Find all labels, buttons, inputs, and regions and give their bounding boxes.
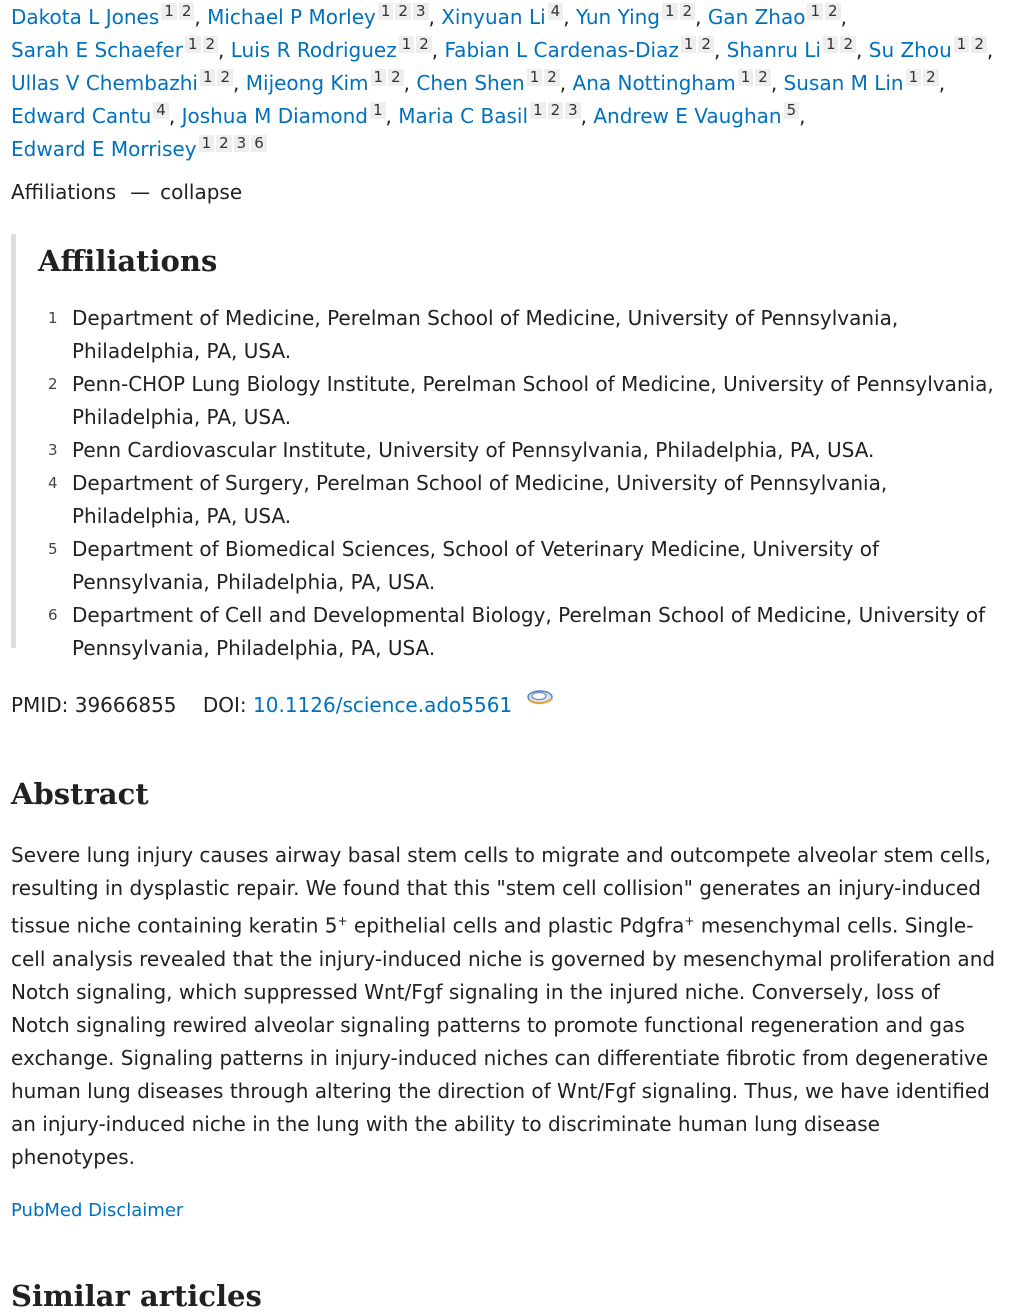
author-name-link[interactable]: Andrew E Vaughan: [593, 104, 782, 128]
author-name-link[interactable]: Joshua M Diamond: [181, 104, 368, 128]
author-separator: ,: [713, 38, 721, 62]
author-separator: ,: [563, 5, 570, 29]
affiliation-ref[interactable]: 1: [681, 36, 697, 53]
author-separator: ,: [428, 5, 435, 29]
affiliation-ref[interactable]: 4: [153, 102, 169, 119]
affiliation-ref[interactable]: 2: [971, 36, 987, 53]
affiliations-heading: Affiliations: [38, 244, 218, 278]
similar-articles-heading: Similar articles: [11, 1278, 262, 1313]
author-entry: [11, 35, 225, 62]
affiliation-ref[interactable]: 2: [203, 36, 219, 53]
affiliation-text: Penn-CHOP Lung Biology Institute, Perelman School of Medicine, University of Pennsylvania, Philadelphia, PA, USA.: [72, 372, 994, 429]
affiliation-ref[interactable]: 3: [565, 102, 581, 119]
affiliation-item: [38, 368, 1011, 434]
affiliation-ref[interactable]: 1: [954, 36, 970, 53]
affiliation-number-value: 4: [48, 474, 58, 492]
affiliation-ref[interactable]: 1: [662, 3, 678, 20]
author-entry: [868, 35, 994, 62]
affiliation-ref[interactable]: 2: [217, 69, 233, 86]
author-name-link[interactable]: Luis R Rodriguez: [230, 38, 397, 62]
affiliations-toggle-label: Affiliations: [11, 180, 117, 204]
author-name-link[interactable]: Chen Shen: [416, 71, 525, 95]
abstract-sup-2: +: [684, 914, 695, 928]
authors-list: [11, 1, 1006, 166]
affiliation-ref[interactable]: 1: [161, 3, 177, 20]
affiliation-number-value: 1: [48, 309, 58, 327]
pmid-value: 39666855: [74, 693, 177, 717]
author-separator: ,: [856, 38, 863, 62]
affiliation-ref[interactable]: 1: [738, 69, 754, 86]
author-name-link[interactable]: Edward E Morrisey: [11, 137, 197, 161]
author-name-link[interactable]: Dakota L Jones: [11, 5, 160, 29]
affiliation-ref[interactable]: 2: [923, 69, 939, 86]
affiliation-ref[interactable]: 1: [199, 135, 215, 152]
affiliations-list: [38, 302, 1011, 665]
identifiers: [11, 688, 1011, 717]
affiliation-ref[interactable]: 5: [784, 102, 800, 119]
author-separator: ,: [695, 5, 702, 29]
author-entry: [11, 2, 201, 29]
author-separator: ,: [431, 38, 439, 62]
author-name-link[interactable]: Ana Nottingham: [572, 71, 736, 95]
author-separator: ,: [770, 71, 778, 95]
author-entry: [575, 2, 702, 29]
author-separator: ,: [403, 71, 410, 95]
author-separator: ,: [986, 38, 994, 62]
abstract-sup-1: +: [337, 914, 348, 928]
author-separator: ,: [580, 104, 588, 128]
author-entry: [398, 101, 588, 128]
affiliation-ref[interactable]: 1: [370, 102, 386, 119]
abstract-part-1: Severe lung injury causes airway basal stem cells to migrate and outcompete alveolar stem cells, resulting in dysplastic repair. We found that this "stem cell collision" generates an injury-induced tissue niche containing keratin 5: [11, 843, 992, 938]
author-entry: [11, 101, 176, 128]
affiliation-ref[interactable]: 2: [544, 69, 560, 86]
author-entry: [572, 68, 778, 95]
author-name-link[interactable]: Fabian L Cardenas-Diaz: [444, 38, 679, 62]
affiliation-number: [38, 368, 72, 434]
external-link-icon[interactable]: [525, 688, 555, 713]
affiliation-ref[interactable]: 1: [906, 69, 922, 86]
affiliation-number: [38, 533, 72, 599]
affiliation-text: Department of Cell and Developmental Biology, Perelman School of Medicine, University of Pennsylvania, Philadelphia, PA, USA.: [72, 603, 986, 660]
affiliation-ref[interactable]: 2: [840, 36, 856, 53]
affiliation-number-value: 5: [48, 540, 58, 558]
affiliation-ref[interactable]: 3: [413, 3, 429, 20]
author-name-link[interactable]: Michael P Morley: [207, 5, 376, 29]
affiliation-ref[interactable]: 4: [548, 3, 564, 20]
author-entry: [707, 2, 847, 29]
author-separator: ,: [799, 104, 806, 128]
abstract-part-2: epithelial cells and plastic Pdgfra: [347, 913, 685, 938]
affiliation-text: Department of Biomedical Sciences, School of Veterinary Medicine, University of Pennsylvania, Philadelphia, PA, USA.: [72, 537, 880, 594]
affiliation-ref[interactable]: 2: [698, 36, 714, 53]
affiliation-ref[interactable]: 1: [378, 3, 394, 20]
affiliation-item: [38, 599, 1011, 665]
affiliation-number: [38, 467, 72, 533]
affiliation-text: Department of Medicine, Perelman School of Medicine, University of Pennsylvania, Philadelphia, PA, USA.: [72, 306, 899, 363]
author-name-link[interactable]: Edward Cantu: [11, 104, 152, 128]
affiliation-number: [38, 434, 72, 467]
author-separator: ,: [218, 38, 225, 62]
affiliation-number-value: 2: [48, 375, 58, 393]
affiliation-ref[interactable]: 2: [680, 3, 696, 20]
article-header: [0, 1, 1011, 1313]
affiliation-ref[interactable]: 2: [395, 3, 411, 20]
affiliation-ref[interactable]: 1: [527, 69, 543, 86]
author-separator: ,: [233, 71, 240, 95]
affiliation-ref[interactable]: 3: [234, 135, 250, 152]
author-separator: ,: [840, 5, 847, 29]
affiliation-ref[interactable]: 1: [200, 69, 216, 86]
affiliation-number-value: 6: [48, 606, 58, 624]
author-separator: ,: [168, 104, 176, 128]
affiliation-number-value: 3: [48, 441, 58, 459]
affiliation-ref[interactable]: 1: [530, 102, 546, 119]
abstract-text: [11, 839, 996, 1174]
author-entry: [11, 134, 267, 161]
author-name-link[interactable]: Xinyuan Li: [441, 5, 546, 29]
affiliation-ref[interactable]: 2: [416, 36, 432, 53]
abstract-heading: Abstract: [11, 777, 149, 811]
author-entry: [181, 101, 392, 128]
author-name-link[interactable]: Sarah E Schaefer: [11, 38, 183, 62]
author-entry: [593, 101, 806, 128]
affiliations-toggle[interactable]: [11, 180, 1011, 204]
affiliation-item: [38, 533, 1011, 599]
affiliation-number: [38, 599, 72, 665]
affiliation-item: [38, 302, 1011, 368]
author-name-link[interactable]: Mijeong Kim: [245, 71, 369, 95]
affiliation-text: Penn Cardiovascular Institute, University of Pennsylvania, Philadelphia, PA, USA.: [72, 438, 875, 462]
author-entry: [726, 35, 863, 62]
affiliation-ref[interactable]: 2: [755, 69, 771, 86]
affiliation-item: [38, 467, 1011, 533]
author-entry: [783, 68, 946, 95]
author-separator: ,: [385, 104, 392, 128]
pmid-label: PMID:: [11, 693, 69, 717]
affiliation-text: Department of Surgery, Perelman School of Medicine, University of Pennsylvania, Philadelphia, PA, USA.: [72, 471, 888, 528]
affiliation-ref[interactable]: 2: [825, 3, 841, 20]
affiliation-ref[interactable]: 6: [251, 135, 267, 152]
dash-icon: —: [130, 180, 151, 204]
author-name-link[interactable]: Su Zhou: [868, 38, 952, 62]
author-entry: [416, 68, 567, 95]
affiliation-ref[interactable]: 1: [185, 36, 201, 53]
author-entry: [230, 35, 439, 62]
affiliations-panel: [11, 234, 1011, 660]
affiliation-ref[interactable]: 2: [179, 3, 195, 20]
affiliation-ref[interactable]: 1: [823, 36, 839, 53]
author-name-link[interactable]: Susan M Lin: [783, 71, 904, 95]
collapse-link[interactable]: collapse: [160, 180, 243, 204]
author-name-link[interactable]: Gan Zhao: [707, 5, 806, 29]
doi-link[interactable]: 10.1126/science.ado5561: [253, 693, 513, 717]
author-name-link[interactable]: Shanru Li: [726, 38, 821, 62]
affiliation-item: [38, 434, 1011, 467]
affiliation-ref[interactable]: 1: [807, 3, 823, 20]
author-separator: ,: [938, 71, 946, 95]
author-entry: [444, 35, 721, 62]
author-name-link[interactable]: Yun Ying: [575, 5, 660, 29]
affiliation-ref[interactable]: 2: [548, 102, 564, 119]
author-name-link[interactable]: Maria C Basil: [398, 104, 529, 128]
affiliation-ref[interactable]: 1: [371, 69, 387, 86]
doi-label: DOI:: [202, 693, 247, 717]
author-entry: [441, 2, 570, 29]
affiliation-ref[interactable]: 1: [399, 36, 415, 53]
author-separator: ,: [559, 71, 567, 95]
affiliation-number: [38, 302, 72, 368]
affiliation-ref[interactable]: 2: [216, 135, 232, 152]
author-entry: [207, 2, 435, 29]
author-separator: ,: [194, 5, 201, 29]
author-entry: [245, 68, 410, 95]
affiliation-ref[interactable]: 2: [388, 69, 404, 86]
pubmed-disclaimer-link[interactable]: PubMed Disclaimer: [11, 1199, 184, 1221]
abstract-part-3: mesenchymal cells. Single-cell analysis revealed that the injury-induced niche is governed by mesenchymal proliferation and Notch signaling, which suppressed Wnt/Fgf signaling in the injured niche. Conversely, loss of Notch signaling rewired alveolar signaling patterns to promote functional regeneration and gas exchange. Signaling patterns in injury-induced niches can differentiate fibrotic from degenerative human lung diseases through altering the direction of Wnt/Fgf signaling. Thus, we have identified an injury-induced niche in the lung with the ability to discriminate human lung disease phenotypes.: [11, 913, 996, 1169]
author-name-link[interactable]: Ullas V Chembazhi: [11, 71, 198, 95]
author-entry: [11, 68, 240, 95]
